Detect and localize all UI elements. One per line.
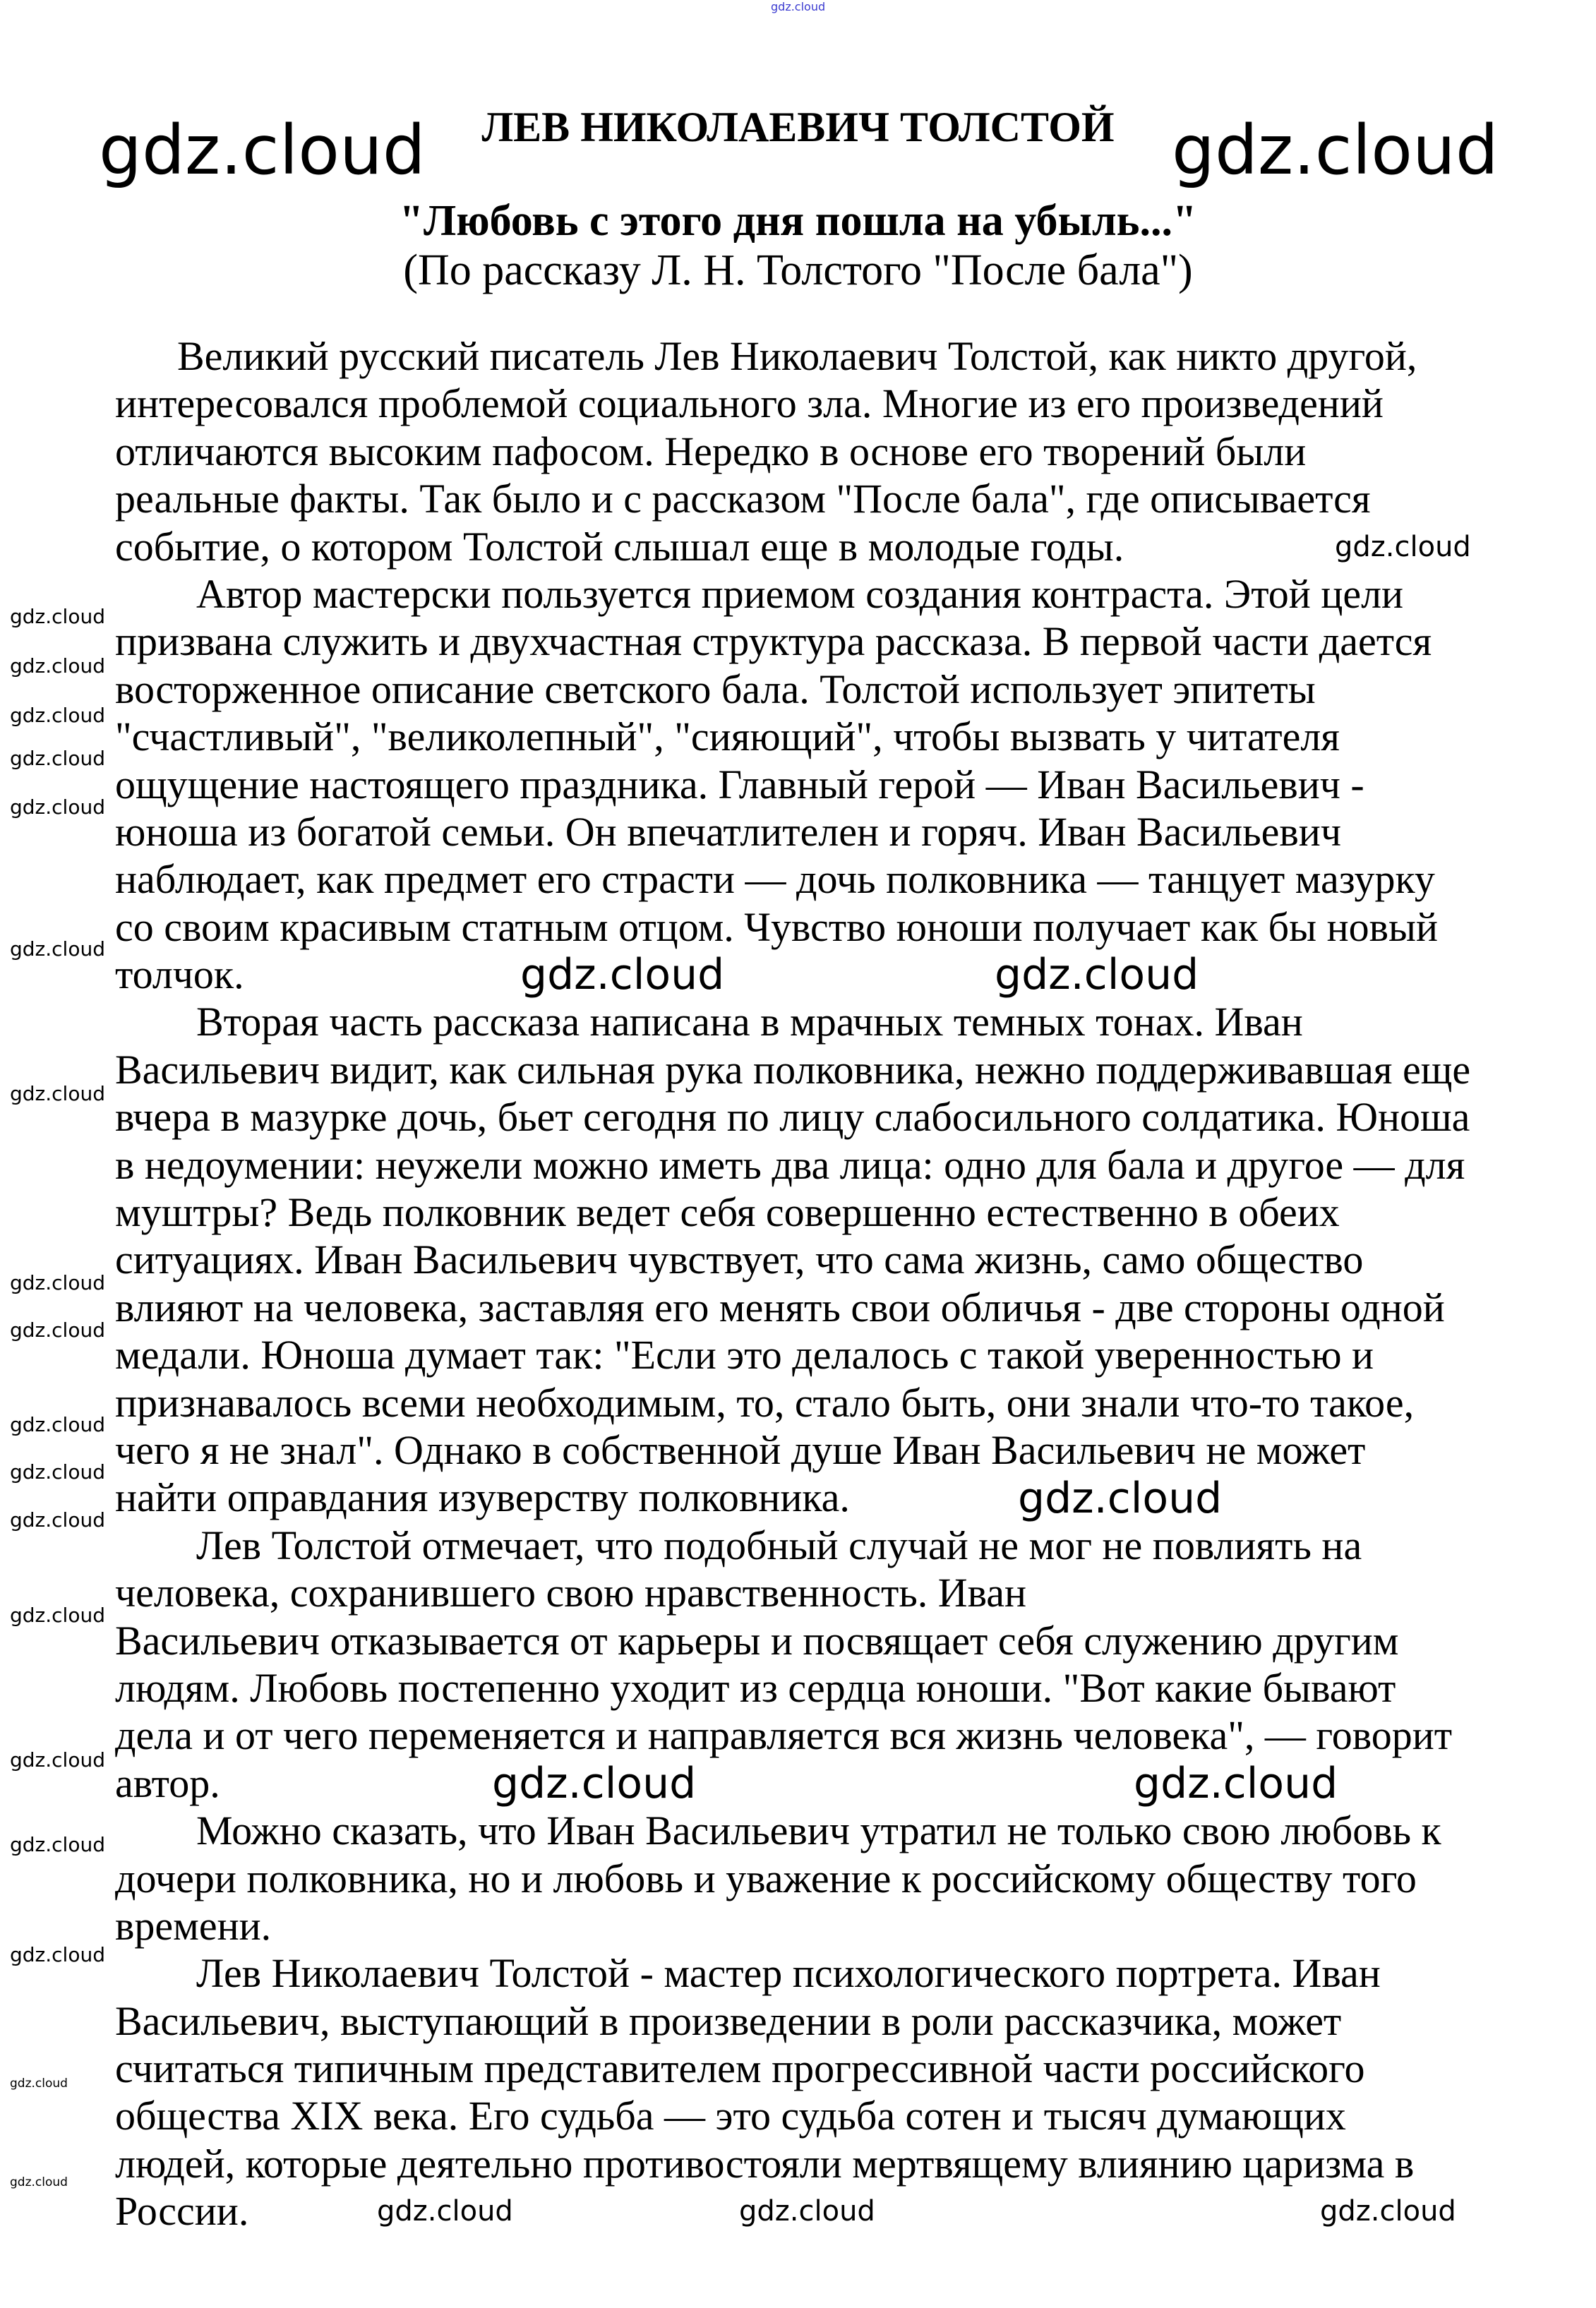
text-line: юноша из богатой семьи. Он впечатлителен и горяч. Иван Васильевич bbox=[115, 808, 1341, 855]
text-line: найти оправдания изуверству полковника. bbox=[115, 1474, 850, 1521]
text-line: интересовался проблемой социального зла. Многие из его произведений bbox=[115, 380, 1384, 427]
text-line: России. bbox=[115, 2188, 249, 2235]
watermark: gdz.cloud bbox=[10, 1413, 105, 1436]
text-line: восторженное описание светского бала. Толстой использует эпитеты bbox=[115, 666, 1316, 712]
watermark: gdz.cloud bbox=[739, 2195, 875, 2228]
watermark: gdz.cloud bbox=[10, 605, 105, 628]
text-line: призвана служить и двухчастная структура рассказа. В первой части дается bbox=[115, 618, 1432, 665]
text-line: событие, о котором Толстой слышал еще в молодые годы. bbox=[115, 523, 1124, 570]
text-line: времени. bbox=[115, 1902, 272, 1949]
text-line: Васильевич видит, как сильная рука полковника, нежно поддерживавшая еще bbox=[115, 1046, 1471, 1093]
text-line: человека, сохранившего свою нравственность. Иван bbox=[115, 1570, 1027, 1616]
watermark: gdz.cloud bbox=[10, 2076, 68, 2091]
watermark: gdz.cloud bbox=[10, 1508, 105, 1532]
text-line: "счастливый", "великолепный", "сияющий", чтобы вызвать у читателя bbox=[115, 714, 1340, 760]
text-line: людей, которые деятельно противостояли мертвящему влиянию царизма в bbox=[115, 2140, 1415, 2187]
watermark: gdz.cloud bbox=[377, 2195, 513, 2228]
essay-body bbox=[115, 332, 1527, 2235]
essay-source bbox=[0, 248, 1596, 292]
text-line: общества XIX века. Его судьба — это судьба сотен и тысяч думающих bbox=[115, 2093, 1346, 2139]
text-line: людям. Любовь постепенно уходит из сердца юноши. "Вот какие бывают bbox=[115, 1664, 1396, 1711]
watermark: gdz.cloud bbox=[10, 654, 105, 678]
watermark: gdz.cloud bbox=[10, 1460, 105, 1484]
text-line: Васильевич отказывается от карьеры и посвящает себя служению другим bbox=[115, 1617, 1399, 1664]
watermark: gdz.cloud bbox=[10, 1271, 105, 1294]
text-line: муштры? Ведь полковник ведет себя совершенно естественно в обеих bbox=[115, 1189, 1340, 1236]
text-line: Лев Николаевич Толстой - мастер психологического портрета. Иван bbox=[196, 1950, 1381, 1997]
watermark: gdz.cloud bbox=[10, 1082, 105, 1105]
text-line: Васильевич, выступающий в произведении в роли рассказчика, может bbox=[115, 1997, 1342, 2044]
text-line: влияют на человека, заставляя его менять свои обличья - две стороны одной bbox=[115, 1284, 1445, 1330]
text-line: толчок. bbox=[115, 951, 244, 998]
subtitle-text: "Любовь с этого дня пошла на убыль..." bbox=[399, 197, 1197, 245]
text-line: дочери полковника, но и любовь и уважение к российскому обществу того bbox=[115, 1855, 1417, 1901]
essay-title bbox=[0, 199, 1596, 243]
watermark: gdz.cloud bbox=[1018, 1474, 1223, 1523]
watermark: gdz.cloud bbox=[771, 0, 826, 13]
text-line: отличаются высоким пафосом. Нередко в основе его творений были bbox=[115, 428, 1307, 474]
watermark: gdz.cloud bbox=[10, 1943, 105, 1966]
watermark: gdz.cloud bbox=[10, 2175, 68, 2189]
watermark: gdz.cloud bbox=[10, 747, 105, 770]
watermark: gdz.cloud bbox=[492, 1759, 697, 1808]
text-line: дела и от чего переменяется и направляется вся жизнь человека", — говорит bbox=[115, 1712, 1453, 1759]
watermark: gdz.cloud bbox=[1172, 111, 1499, 190]
text-line: реальные факты. Так было и с рассказом "После бала", где описывается bbox=[115, 476, 1371, 522]
watermark: gdz.cloud bbox=[10, 1318, 105, 1342]
watermark: gdz.cloud bbox=[10, 1604, 105, 1627]
watermark: gdz.cloud bbox=[10, 1833, 105, 1856]
text-line: ситуациях. Иван Васильевич чувствует, что сама жизнь, само общество bbox=[115, 1237, 1364, 1283]
watermark: gdz.cloud bbox=[520, 950, 725, 999]
text-line: признавалось всеми необходимым, то, стало быть, они знали что-то такое, bbox=[115, 1379, 1415, 1426]
text-line: ощущение настоящего праздника. Главный герой — Иван Васильевич - bbox=[115, 761, 1364, 807]
watermark: gdz.cloud bbox=[10, 1748, 105, 1772]
text-line: медали. Юноша думает так: "Если это делалось с такой уверенностью и bbox=[115, 1332, 1374, 1378]
text-line: вчера в мазурке дочь, бьет сегодня по лицу слабосильного солдатика. Юноша bbox=[115, 1094, 1470, 1141]
text-line: Великий русский писатель Лев Николаевич Толстой, как никто другой, bbox=[177, 333, 1417, 379]
text-line: наблюдает, как предмет его страсти — дочь полковника — танцует мазурку bbox=[115, 856, 1435, 903]
text-line: Можно сказать, что Иван Васильевич утратил не только свою любовь к bbox=[196, 1808, 1441, 1854]
watermark: gdz.cloud bbox=[1335, 531, 1471, 563]
watermark: gdz.cloud bbox=[10, 937, 105, 961]
watermark: gdz.cloud bbox=[1320, 2195, 1456, 2228]
watermark: gdz.cloud bbox=[10, 704, 105, 727]
text-line: автор. bbox=[115, 1760, 220, 1806]
watermark: gdz.cloud bbox=[10, 795, 105, 819]
text-line: Автор мастерски пользуется приемом создания контраста. Этой цели bbox=[196, 570, 1404, 617]
text-line: Лев Толстой отмечает, что подобный случай не мог не повлиять на bbox=[196, 1522, 1362, 1568]
text-line: со своим красивым статным отцом. Чувство юноши получает как бы новый bbox=[115, 903, 1439, 950]
text-line: Вторая часть рассказа написана в мрачных темных тонах. Иван bbox=[196, 999, 1303, 1045]
source-text: (По рассказу Л. Н. Толстого "После бала") bbox=[403, 246, 1193, 294]
watermark: gdz.cloud bbox=[995, 950, 1199, 999]
text-line: считаться типичным представителем прогрессивной части российского bbox=[115, 2045, 1365, 2092]
text-line: в недоумении: неужели можно иметь два лица: одно для бала и другое — для bbox=[115, 1141, 1465, 1188]
watermark: gdz.cloud bbox=[1134, 1759, 1338, 1808]
text-line: чего я не знал". Однако в собственной душе Иван Васильевич не может bbox=[115, 1426, 1366, 1473]
title-text: ЛЕВ НИКОЛАЕВИЧ ТОЛСТОЙ bbox=[481, 104, 1115, 150]
watermark: gdz.cloud bbox=[99, 111, 426, 190]
